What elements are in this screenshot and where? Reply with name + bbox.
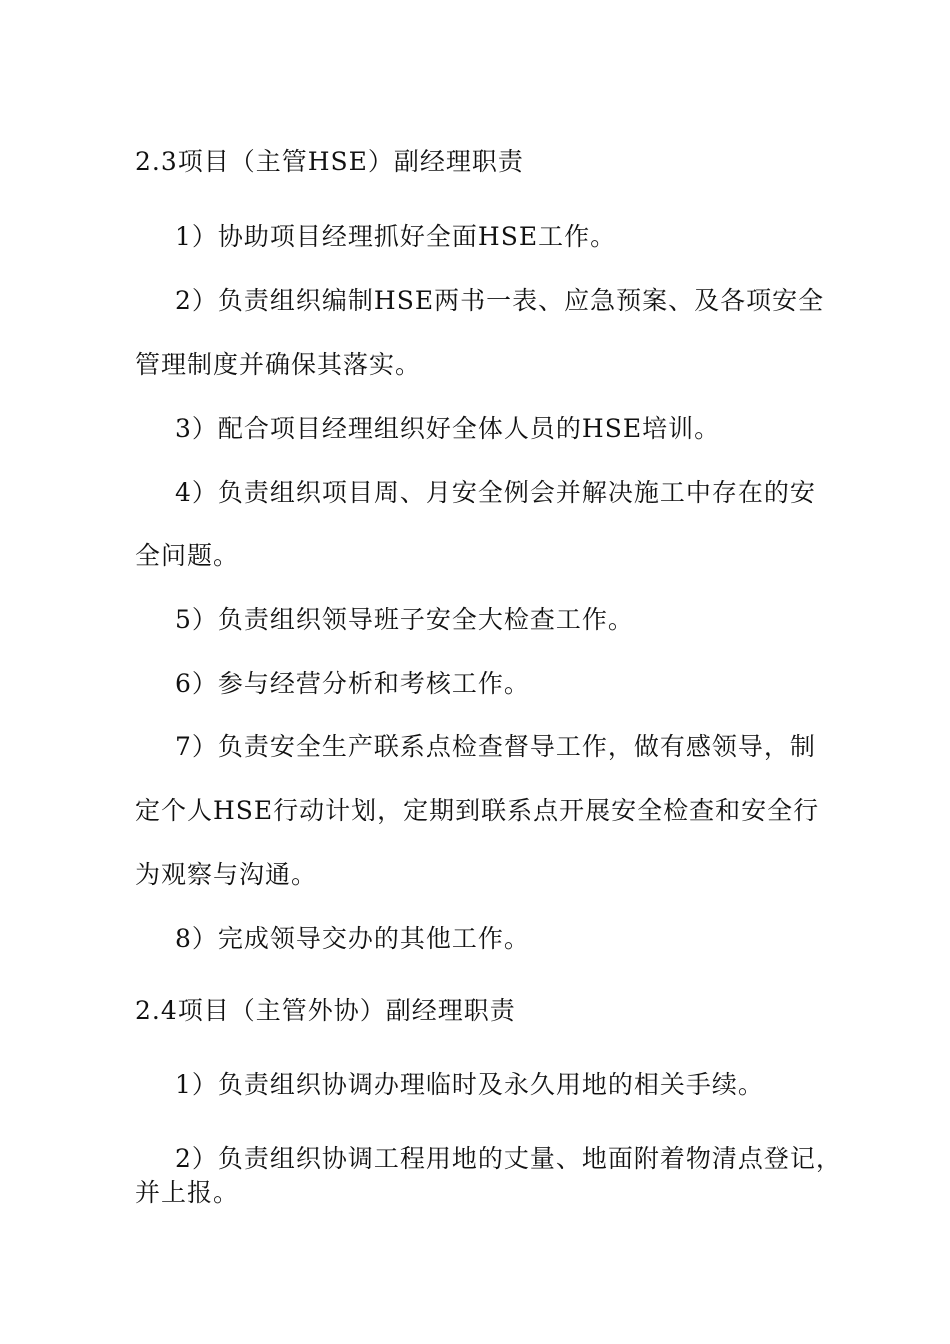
- paragraph-line: 1）负责组织协调办理临时及永久用地的相关手续。: [175, 1070, 764, 1099]
- paragraph-line: 8）完成领导交办的其他工作。: [175, 924, 530, 953]
- paragraph-line: 7）负责安全生产联系点检查督导工作，做有感领导，制: [175, 732, 816, 761]
- section-heading-2-3: 2.3项目（主管HSE）副经理职责: [135, 147, 524, 176]
- paragraph-line: 全问题。: [135, 541, 240, 570]
- paragraph-line: 管理制度并确保其落实。: [135, 350, 422, 379]
- section-heading-2-4: 2.4项目（主管外协）副经理职责: [135, 996, 516, 1025]
- paragraph-line: 1）协助项目经理抓好全面HSE工作。: [175, 222, 617, 251]
- paragraph-line: 6）参与经营分析和考核工作。: [175, 669, 530, 698]
- paragraph-line: 并上报。: [135, 1178, 240, 1207]
- paragraph-line: 4）负责组织项目周、月安全例会并解决施工中存在的安: [175, 478, 816, 507]
- paragraph-line: 定个人HSE行动计划，定期到联系点开展安全检查和安全行: [135, 796, 820, 825]
- paragraph-line: 2）负责组织编制HSE两书一表、应急预案、及各项安全: [175, 286, 825, 315]
- paragraph-line: 2）负责组织协调工程用地的丈量、地面附着物清点登记，: [175, 1144, 842, 1173]
- paragraph-line: 5）负责组织领导班子安全大检查工作。: [175, 605, 634, 634]
- paragraph-line: 为观察与沟通。: [135, 860, 318, 889]
- paragraph-line: 3）配合项目经理组织好全体人员的HSE培训。: [175, 414, 721, 443]
